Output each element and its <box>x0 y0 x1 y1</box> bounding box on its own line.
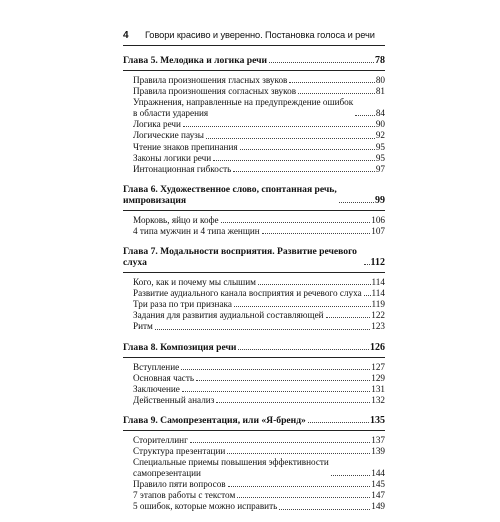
chapter-heading[interactable] <box>123 184 385 211</box>
chapter-page-number: 78 <box>375 55 385 66</box>
entry-title: Действенный анализ <box>133 394 215 405</box>
dot-leader <box>182 391 370 392</box>
toc-entry[interactable] <box>133 277 385 288</box>
chapter-title: Глава 5. Мелодика и логика речи <box>123 55 268 66</box>
toc-entry[interactable] <box>133 86 385 97</box>
running-title: Говори красиво и уверенно. Постановка голоса и речи <box>145 30 375 40</box>
dot-leader <box>190 442 370 443</box>
entry-page-number: 97 <box>375 163 385 174</box>
toc-entry[interactable] <box>133 479 385 490</box>
page-header <box>123 28 385 46</box>
entry-page-number: 119 <box>371 299 385 310</box>
dot-leader <box>238 349 369 350</box>
toc-entry[interactable] <box>133 226 385 237</box>
entry-page-number: 106 <box>371 214 385 225</box>
chapter-page-number: 135 <box>370 414 385 426</box>
chapter-page-number: 112 <box>370 257 385 269</box>
toc-entry-list <box>123 435 385 513</box>
entry-page-number: 127 <box>371 361 385 372</box>
table-of-contents <box>123 55 385 522</box>
dot-leader <box>326 317 371 318</box>
toc-entry[interactable] <box>133 321 385 332</box>
toc-entry-list <box>123 75 385 175</box>
chapter-heading[interactable] <box>123 246 385 273</box>
entry-page-number: 132 <box>371 394 385 405</box>
toc-entry[interactable] <box>133 373 385 384</box>
entry-title: Вступление <box>133 361 180 372</box>
toc-chapter <box>123 415 385 513</box>
entry-page-number: 80 <box>375 75 385 85</box>
toc-entry-list <box>123 362 385 406</box>
entry-page-number: 131 <box>371 383 385 394</box>
entry-title: Три раза по три признака <box>133 299 232 310</box>
toc-entry[interactable] <box>133 215 385 226</box>
toc-entry[interactable] <box>133 153 385 164</box>
dot-leader <box>298 93 375 94</box>
entry-page-number: 147 <box>371 490 385 501</box>
dot-leader <box>364 264 370 265</box>
entry-title: Интонационная гибкость <box>133 163 232 174</box>
dot-leader <box>233 171 374 172</box>
entry-title: Морковь, яйцо и кофе <box>133 214 219 225</box>
dot-leader <box>364 295 371 296</box>
dot-leader <box>206 138 375 139</box>
chapter-page-number: 126 <box>370 341 385 353</box>
dot-leader <box>331 475 370 476</box>
dot-leader <box>237 497 370 498</box>
toc-chapter <box>123 342 385 406</box>
entry-title: Специальные приемы повышения эффективности самопрезентации <box>133 457 329 479</box>
dot-leader <box>339 202 374 203</box>
dot-leader <box>240 149 375 150</box>
toc-entry[interactable] <box>133 164 385 175</box>
page-number: 4 <box>123 29 129 41</box>
dot-leader <box>213 160 375 161</box>
entry-title: Заключение <box>133 383 180 394</box>
toc-entry[interactable] <box>133 299 385 310</box>
chapter-heading[interactable] <box>123 342 385 358</box>
toc-entry[interactable] <box>133 362 385 373</box>
entry-title: Основная часть <box>133 372 195 383</box>
entry-page-number: 145 <box>371 479 385 490</box>
dot-leader <box>228 486 371 487</box>
entry-title: 4 типа мужчин и 4 типа женщин <box>133 225 260 236</box>
entry-page-number: 144 <box>371 468 385 479</box>
dot-leader <box>155 329 370 330</box>
entry-title: Логика речи <box>133 119 181 130</box>
dot-leader <box>262 233 370 234</box>
entry-page-number: 107 <box>371 225 385 236</box>
toc-chapter <box>123 184 385 237</box>
entry-title: Развитие аудиального канала восприятия и речевого слуха <box>133 288 362 299</box>
toc-entry[interactable] <box>133 75 385 86</box>
dot-leader <box>279 509 370 510</box>
toc-entry[interactable] <box>133 501 385 512</box>
entry-title: Правила произношения согласных звуков <box>133 86 297 97</box>
chapter-title: Глава 6. Художественное слово, спонтанная речь, импровизация <box>123 183 337 206</box>
toc-entry[interactable] <box>133 97 385 119</box>
entry-page-number: 81 <box>375 86 385 97</box>
entry-title: Правило пяти вопросов <box>133 479 226 490</box>
dot-leader <box>216 402 370 403</box>
toc-entry[interactable] <box>133 310 385 321</box>
entry-title: Структура презентации <box>133 445 226 456</box>
entry-title: Правила произношения гласных звуков <box>133 75 288 85</box>
entry-title: Ритм <box>133 321 153 332</box>
dot-leader <box>308 422 369 423</box>
toc-entry[interactable] <box>133 130 385 141</box>
chapter-heading[interactable] <box>123 415 385 431</box>
toc-entry[interactable] <box>133 446 385 457</box>
toc-chapter <box>123 55 385 175</box>
toc-entry[interactable] <box>133 119 385 130</box>
toc-entry[interactable] <box>133 457 385 479</box>
entry-page-number: 95 <box>375 152 385 163</box>
entry-title: 5 ошибок, которые можно исправить <box>133 501 278 512</box>
toc-entry[interactable] <box>133 384 385 395</box>
entry-page-number: 92 <box>375 130 385 141</box>
chapter-title: Глава 8. Композиция речи <box>123 341 237 353</box>
chapter-title: Глава 7. Модальности восприятия. Развитие речевого слуха <box>123 246 357 269</box>
toc-entry-list <box>123 277 385 332</box>
dot-leader <box>355 115 375 116</box>
dot-leader <box>227 453 370 454</box>
entry-title: Кого, как и почему мы слышим <box>133 277 256 288</box>
toc-entry[interactable] <box>133 395 385 406</box>
dot-leader <box>183 126 375 127</box>
entry-title: Логические паузы <box>133 130 204 141</box>
toc-entry-list <box>123 215 385 237</box>
entry-title: 7 этапов работы с текстом <box>133 490 236 501</box>
dot-leader <box>234 306 371 307</box>
dot-leader <box>269 62 374 63</box>
entry-title: Задания для развития аудиальной составляющей <box>133 310 324 321</box>
entry-page-number: 114 <box>371 288 385 299</box>
entry-page-number: 95 <box>375 141 385 152</box>
entry-page-number: 137 <box>371 434 385 445</box>
chapter-title: Глава 9. Самопрезентация, или «Я-бренд» <box>123 414 306 426</box>
dot-leader <box>289 82 374 83</box>
entry-title: Сторителлинг <box>133 434 188 445</box>
toc-chapter <box>123 246 385 332</box>
entry-title: Упражнения, направленные на предупреждение ошибок в области ударения <box>133 97 354 119</box>
chapter-page-number: 99 <box>375 194 385 206</box>
entry-title: Чтение знаков препинания <box>133 141 238 152</box>
dot-leader <box>196 380 370 381</box>
toc-entry[interactable] <box>133 288 385 299</box>
entry-page-number: 139 <box>371 445 385 456</box>
entry-page-number: 114 <box>371 277 385 288</box>
entry-page-number: 129 <box>371 372 385 383</box>
dot-leader <box>181 369 370 370</box>
entry-page-number: 123 <box>371 321 385 332</box>
entry-page-number: 122 <box>371 310 385 321</box>
entry-page-number: 84 <box>375 108 385 119</box>
chapter-heading[interactable] <box>123 55 385 71</box>
toc-entry[interactable] <box>133 142 385 153</box>
dot-leader <box>258 284 371 285</box>
toc-entry[interactable] <box>133 435 385 446</box>
dot-leader <box>221 222 371 223</box>
entry-title: Законы логики речи <box>133 152 212 163</box>
entry-page-number: 90 <box>375 119 385 130</box>
entry-page-number: 149 <box>371 501 385 512</box>
